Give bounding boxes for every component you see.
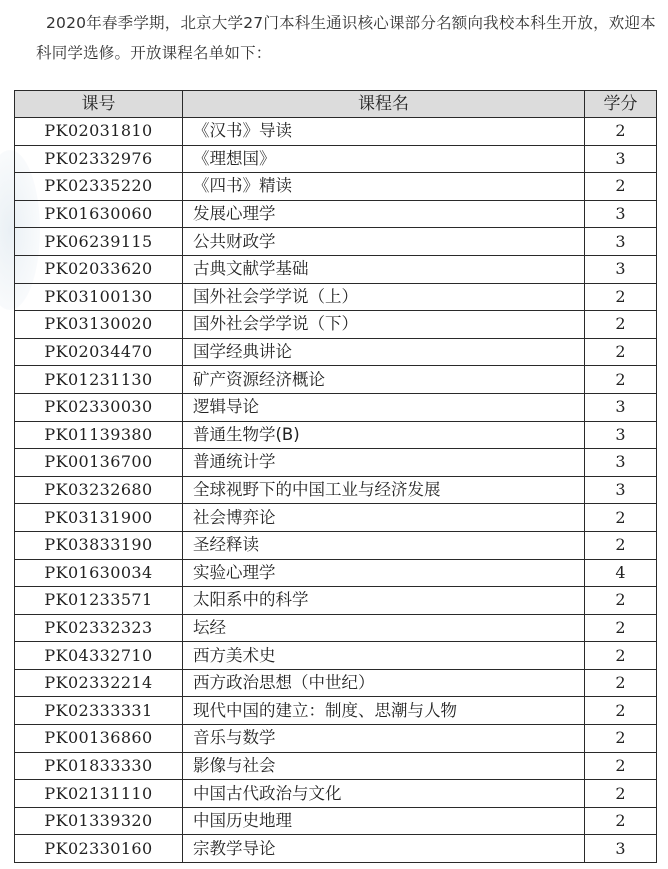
course-code-cell: PK04332710 [15, 642, 183, 670]
course-code-cell: PK02332976 [15, 145, 183, 173]
table-row [15, 807, 657, 835]
credit-cell: 2 [585, 669, 657, 697]
course-name-cell: 影像与社会 [183, 752, 585, 780]
course-name-cell: 国外社会学学说（上） [183, 283, 585, 311]
course-name-cell: 古典文献学基础 [183, 255, 585, 283]
credit-cell: 3 [585, 421, 657, 449]
course-name-cell: 太阳系中的科学 [183, 587, 585, 615]
course-code-cell: PK01139380 [15, 421, 183, 449]
table-row [15, 835, 657, 863]
course-name-cell: 全球视野下的中国工业与经济发展 [183, 476, 585, 504]
credit-cell: 2 [585, 173, 657, 201]
course-code-cell: PK02131110 [15, 780, 183, 808]
credit-cell: 2 [585, 642, 657, 670]
course-name-cell: 国外社会学学说（下） [183, 311, 585, 339]
credit-cell: 2 [585, 504, 657, 532]
course-code-cell: PK02332214 [15, 669, 183, 697]
intro-line-2: 科同学选修。开放课程名单如下： [36, 44, 272, 62]
credit-cell: 2 [585, 118, 657, 146]
credit-cell: 3 [585, 393, 657, 421]
course-code-cell: PK03100130 [15, 283, 183, 311]
table-row [15, 311, 657, 339]
course-name-cell: 普通生物学(B) [183, 421, 585, 449]
table-row [15, 780, 657, 808]
table-row [15, 228, 657, 256]
credit-cell: 2 [585, 531, 657, 559]
course-code-cell: PK02034470 [15, 338, 183, 366]
header-credits: 学分 [585, 91, 657, 118]
course-name-cell: 宗教学导论 [183, 835, 585, 863]
table-row [15, 642, 657, 670]
course-name-cell: 实验心理学 [183, 559, 585, 587]
course-code-cell: PK01630034 [15, 559, 183, 587]
credit-cell: 3 [585, 228, 657, 256]
intro-line-1: 2020年春季学期，北京大学27门本科生通识核心课部分名额向我校本科生开放，欢迎本 [46, 14, 656, 32]
course-name-cell: 西方政治思想（中世纪） [183, 669, 585, 697]
table-row [15, 752, 657, 780]
course-code-cell: PK06239115 [15, 228, 183, 256]
table-row [15, 476, 657, 504]
course-code-cell: PK02333331 [15, 697, 183, 725]
course-code-cell: PK01231130 [15, 366, 183, 394]
course-name-cell: 音乐与数学 [183, 725, 585, 753]
credit-cell: 2 [585, 338, 657, 366]
course-name-cell: 公共财政学 [183, 228, 585, 256]
course-code-cell: PK03232680 [15, 476, 183, 504]
course-code-cell: PK03833190 [15, 531, 183, 559]
table-row [15, 531, 657, 559]
course-code-cell: PK02031810 [15, 118, 183, 146]
credit-cell: 2 [585, 752, 657, 780]
credit-cell: 2 [585, 283, 657, 311]
table-row [15, 421, 657, 449]
course-name-cell: 坛经 [183, 614, 585, 642]
course-code-cell: PK02033620 [15, 255, 183, 283]
course-code-cell: PK00136860 [15, 725, 183, 753]
course-name-cell: 现代中国的建立：制度、思潮与人物 [183, 697, 585, 725]
course-name-cell: 矿产资源经济概论 [183, 366, 585, 394]
course-code-cell: PK02330160 [15, 835, 183, 863]
credit-cell: 2 [585, 725, 657, 753]
course-code-cell: PK03131900 [15, 504, 183, 532]
table-row [15, 725, 657, 753]
credit-cell: 3 [585, 835, 657, 863]
course-table [14, 90, 657, 863]
credit-cell: 2 [585, 807, 657, 835]
table-row [15, 173, 657, 201]
credit-cell: 3 [585, 145, 657, 173]
course-name-cell: 圣经释读 [183, 531, 585, 559]
credit-cell: 4 [585, 559, 657, 587]
table-row [15, 283, 657, 311]
table-row [15, 504, 657, 532]
table-row [15, 669, 657, 697]
credit-cell: 2 [585, 697, 657, 725]
course-code-cell: PK01630060 [15, 200, 183, 228]
course-name-cell: 中国历史地理 [183, 807, 585, 835]
course-table-container [14, 90, 656, 863]
course-name-cell: 发展心理学 [183, 200, 585, 228]
course-name-cell: 中国古代政治与文化 [183, 780, 585, 808]
course-name-cell: 《四书》精读 [183, 173, 585, 201]
header-course-code: 课号 [15, 91, 183, 118]
credit-cell: 3 [585, 200, 657, 228]
course-code-cell: PK01833330 [15, 752, 183, 780]
table-row [15, 338, 657, 366]
credit-cell: 2 [585, 311, 657, 339]
intro-paragraph [36, 8, 664, 68]
course-name-cell: 国学经典讲论 [183, 338, 585, 366]
table-row [15, 449, 657, 477]
table-row [15, 697, 657, 725]
table-row [15, 200, 657, 228]
course-code-cell: PK02330030 [15, 393, 183, 421]
table-row [15, 587, 657, 615]
credit-cell: 2 [585, 587, 657, 615]
course-name-cell: 逻辑导论 [183, 393, 585, 421]
credit-cell: 2 [585, 614, 657, 642]
credit-cell: 3 [585, 476, 657, 504]
table-header-row [15, 91, 657, 118]
course-code-cell: PK01339320 [15, 807, 183, 835]
table-row [15, 118, 657, 146]
table-row [15, 393, 657, 421]
credit-cell: 2 [585, 366, 657, 394]
course-name-cell: 普通统计学 [183, 449, 585, 477]
course-name-cell: 社会博弈论 [183, 504, 585, 532]
credit-cell: 2 [585, 780, 657, 808]
course-code-cell: PK00136700 [15, 449, 183, 477]
table-row [15, 145, 657, 173]
header-course-name: 课程名 [183, 91, 585, 118]
table-row [15, 559, 657, 587]
course-name-cell: 《汉书》导读 [183, 118, 585, 146]
credit-cell: 3 [585, 449, 657, 477]
course-name-cell: 西方美术史 [183, 642, 585, 670]
credit-cell: 3 [585, 255, 657, 283]
table-row [15, 366, 657, 394]
course-code-cell: PK02332323 [15, 614, 183, 642]
course-name-cell: 《理想国》 [183, 145, 585, 173]
table-row [15, 614, 657, 642]
course-code-cell: PK01233571 [15, 587, 183, 615]
course-code-cell: PK02335220 [15, 173, 183, 201]
table-row [15, 255, 657, 283]
course-code-cell: PK03130020 [15, 311, 183, 339]
